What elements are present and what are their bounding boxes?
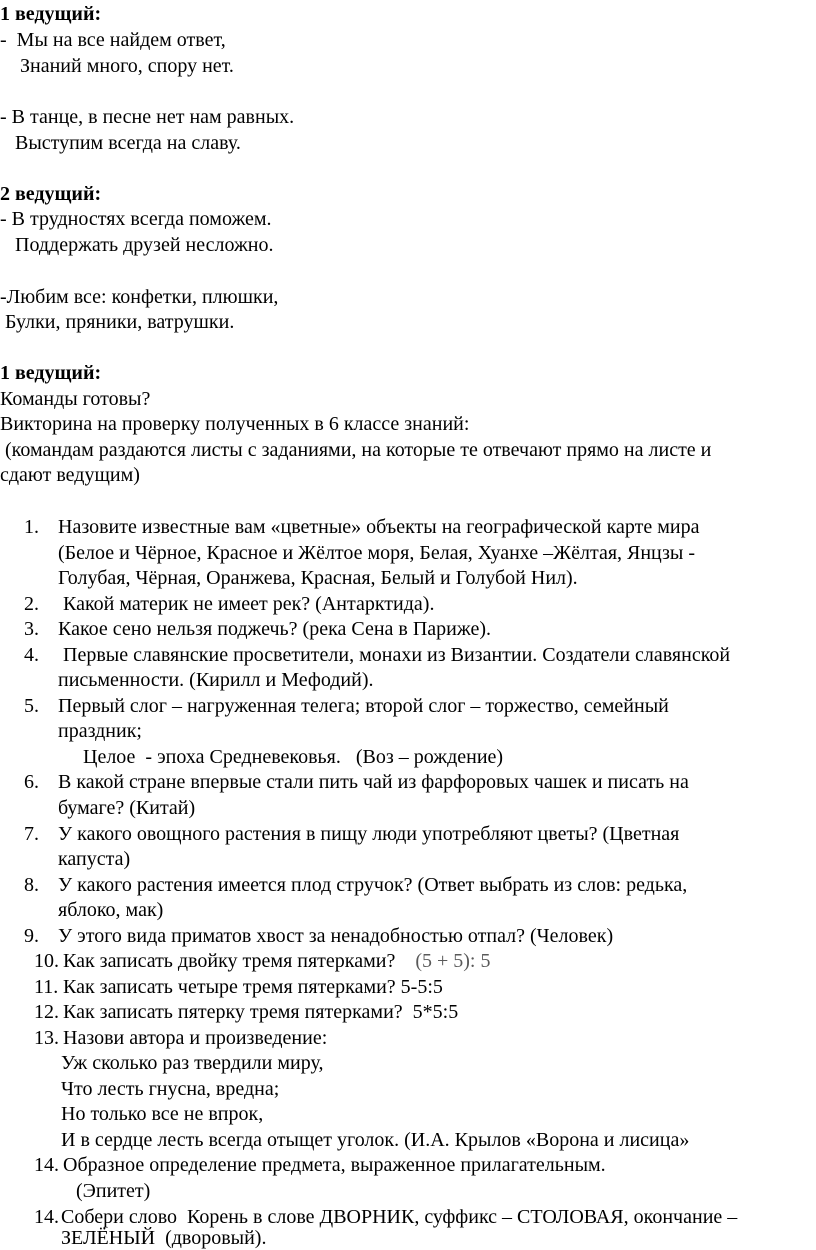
list-number: 5.: [24, 695, 39, 717]
list-item: Собери слово Корень в слове ДВОРНИК, суффикс – СТОЛОВАЯ, окончание –: [61, 1206, 738, 1228]
list-item: Назовите известные вам «цветные» объекты на географической карте мира: [58, 516, 700, 538]
heading-host-1-again: 1 ведущий:: [0, 362, 102, 384]
list-number: 8.: [24, 874, 39, 896]
list-item: Первый слог – нагруженная телега; второй слог – торжество, семейный: [58, 695, 669, 717]
list-number: 4.: [24, 644, 39, 666]
text-line: - В трудностях всегда поможем.: [0, 208, 272, 230]
list-item: Целое - эпоха Средневековья. (Воз – рождение): [58, 746, 504, 768]
list-item: Голубая, Чёрная, Оранжева, Красная, Белый и Голубой Нил).: [58, 567, 578, 589]
text-line: Выступим всегда на славу.: [0, 132, 241, 154]
poem-line: Что лесть гнусна, вредна;: [61, 1078, 280, 1100]
text-line: -Любим все: конфетки, плюшки,: [0, 286, 279, 308]
text-line: Викторина на проверку полученных в 6 классе знаний:: [0, 413, 470, 435]
text-line: сдают ведущим): [0, 464, 140, 486]
heading-host-1: 1 ведущий:: [0, 3, 102, 25]
list-item: бумаге? (Китай): [58, 797, 196, 819]
list-item: капуста): [58, 848, 131, 870]
list-item: ЗЕЛЁНЫЙ (дворовый).: [61, 1227, 267, 1249]
list-item: Назови автора и произведение:: [63, 1027, 328, 1049]
list-item: У этого вида приматов хвост за ненадобностью отпал? (Человек): [58, 925, 614, 947]
list-number: 12.: [34, 1001, 59, 1023]
list-number: 13.: [34, 1027, 59, 1049]
list-number: 14.: [34, 1154, 59, 1176]
text-line: - В танце, в песне нет нам равных.: [0, 106, 295, 128]
list-number: 1.: [24, 516, 39, 538]
list-number: 9.: [24, 925, 39, 947]
list-number: 10.: [34, 950, 59, 972]
list-item: письменности. (Кирилл и Мефодий).: [58, 669, 374, 691]
list-item: Как записать четыре тремя пятерками? 5-5:5: [63, 976, 443, 998]
text-line: (командам раздаются листы с заданиями, на которые те отвечают прямо на листе и: [0, 439, 712, 461]
list-item: Образное определение предмета, выраженное прилагательным.: [63, 1154, 606, 1176]
question-text: Как записать двойку тремя пятерками?: [63, 950, 396, 972]
text-line: Команды готовы?: [0, 388, 151, 410]
poem-line: Но только все не впрок,: [61, 1103, 264, 1125]
list-number: 2.: [24, 593, 39, 615]
text-line: Поддержать друзей несложно.: [0, 234, 274, 256]
list-item: Какой материк не имеет рек? (Антарктида).: [58, 593, 435, 615]
list-item: (Белое и Чёрное, Красное и Жёлтое моря, Белая, Хуанхе –Жёлтая, Янцзы -: [58, 542, 696, 564]
list-number: 7.: [24, 823, 39, 845]
list-item: праздник;: [58, 720, 142, 742]
list-item: Первые славянские просветители, монахи из Византии. Создатели славянской: [58, 644, 731, 666]
list-number: 14.: [34, 1206, 59, 1228]
list-item: У какого растения имеется плод стручок? (Ответ выбрать из слов: редька,: [58, 874, 688, 896]
list-number: 3.: [24, 618, 39, 640]
text-line: Булки, пряники, ватрушки.: [0, 311, 235, 333]
poem-line: И в сердце лесть всегда отыщет уголок. (И.А. Крылов «Ворона и лисица»: [61, 1129, 690, 1151]
list-item: яблоко, мак): [58, 899, 164, 921]
list-item: У какого овощного растения в пищу люди употребляют цветы? (Цветная: [58, 823, 680, 845]
text-line: - Мы на все найдем ответ,: [0, 29, 226, 51]
answer-text: (5 + 5): 5: [415, 950, 491, 972]
list-number: 11.: [34, 976, 59, 998]
list-item: [63, 949, 490, 973]
list-item: (Эпитет): [61, 1180, 151, 1202]
list-item: Как записать пятерку тремя пятерками? 5*5:5: [63, 1001, 459, 1023]
heading-host-2: 2 ведущий:: [0, 183, 102, 205]
list-item: В какой стране впервые стали пить чай из фарфоровых чашек и писать на: [58, 771, 689, 793]
list-item: Какое сено нельзя поджечь? (река Сена в Париже).: [58, 618, 491, 640]
poem-line: Уж сколько раз твердили миру,: [61, 1052, 324, 1074]
list-number: 6.: [24, 771, 39, 793]
text-line: Знаний много, спору нет.: [0, 55, 234, 77]
